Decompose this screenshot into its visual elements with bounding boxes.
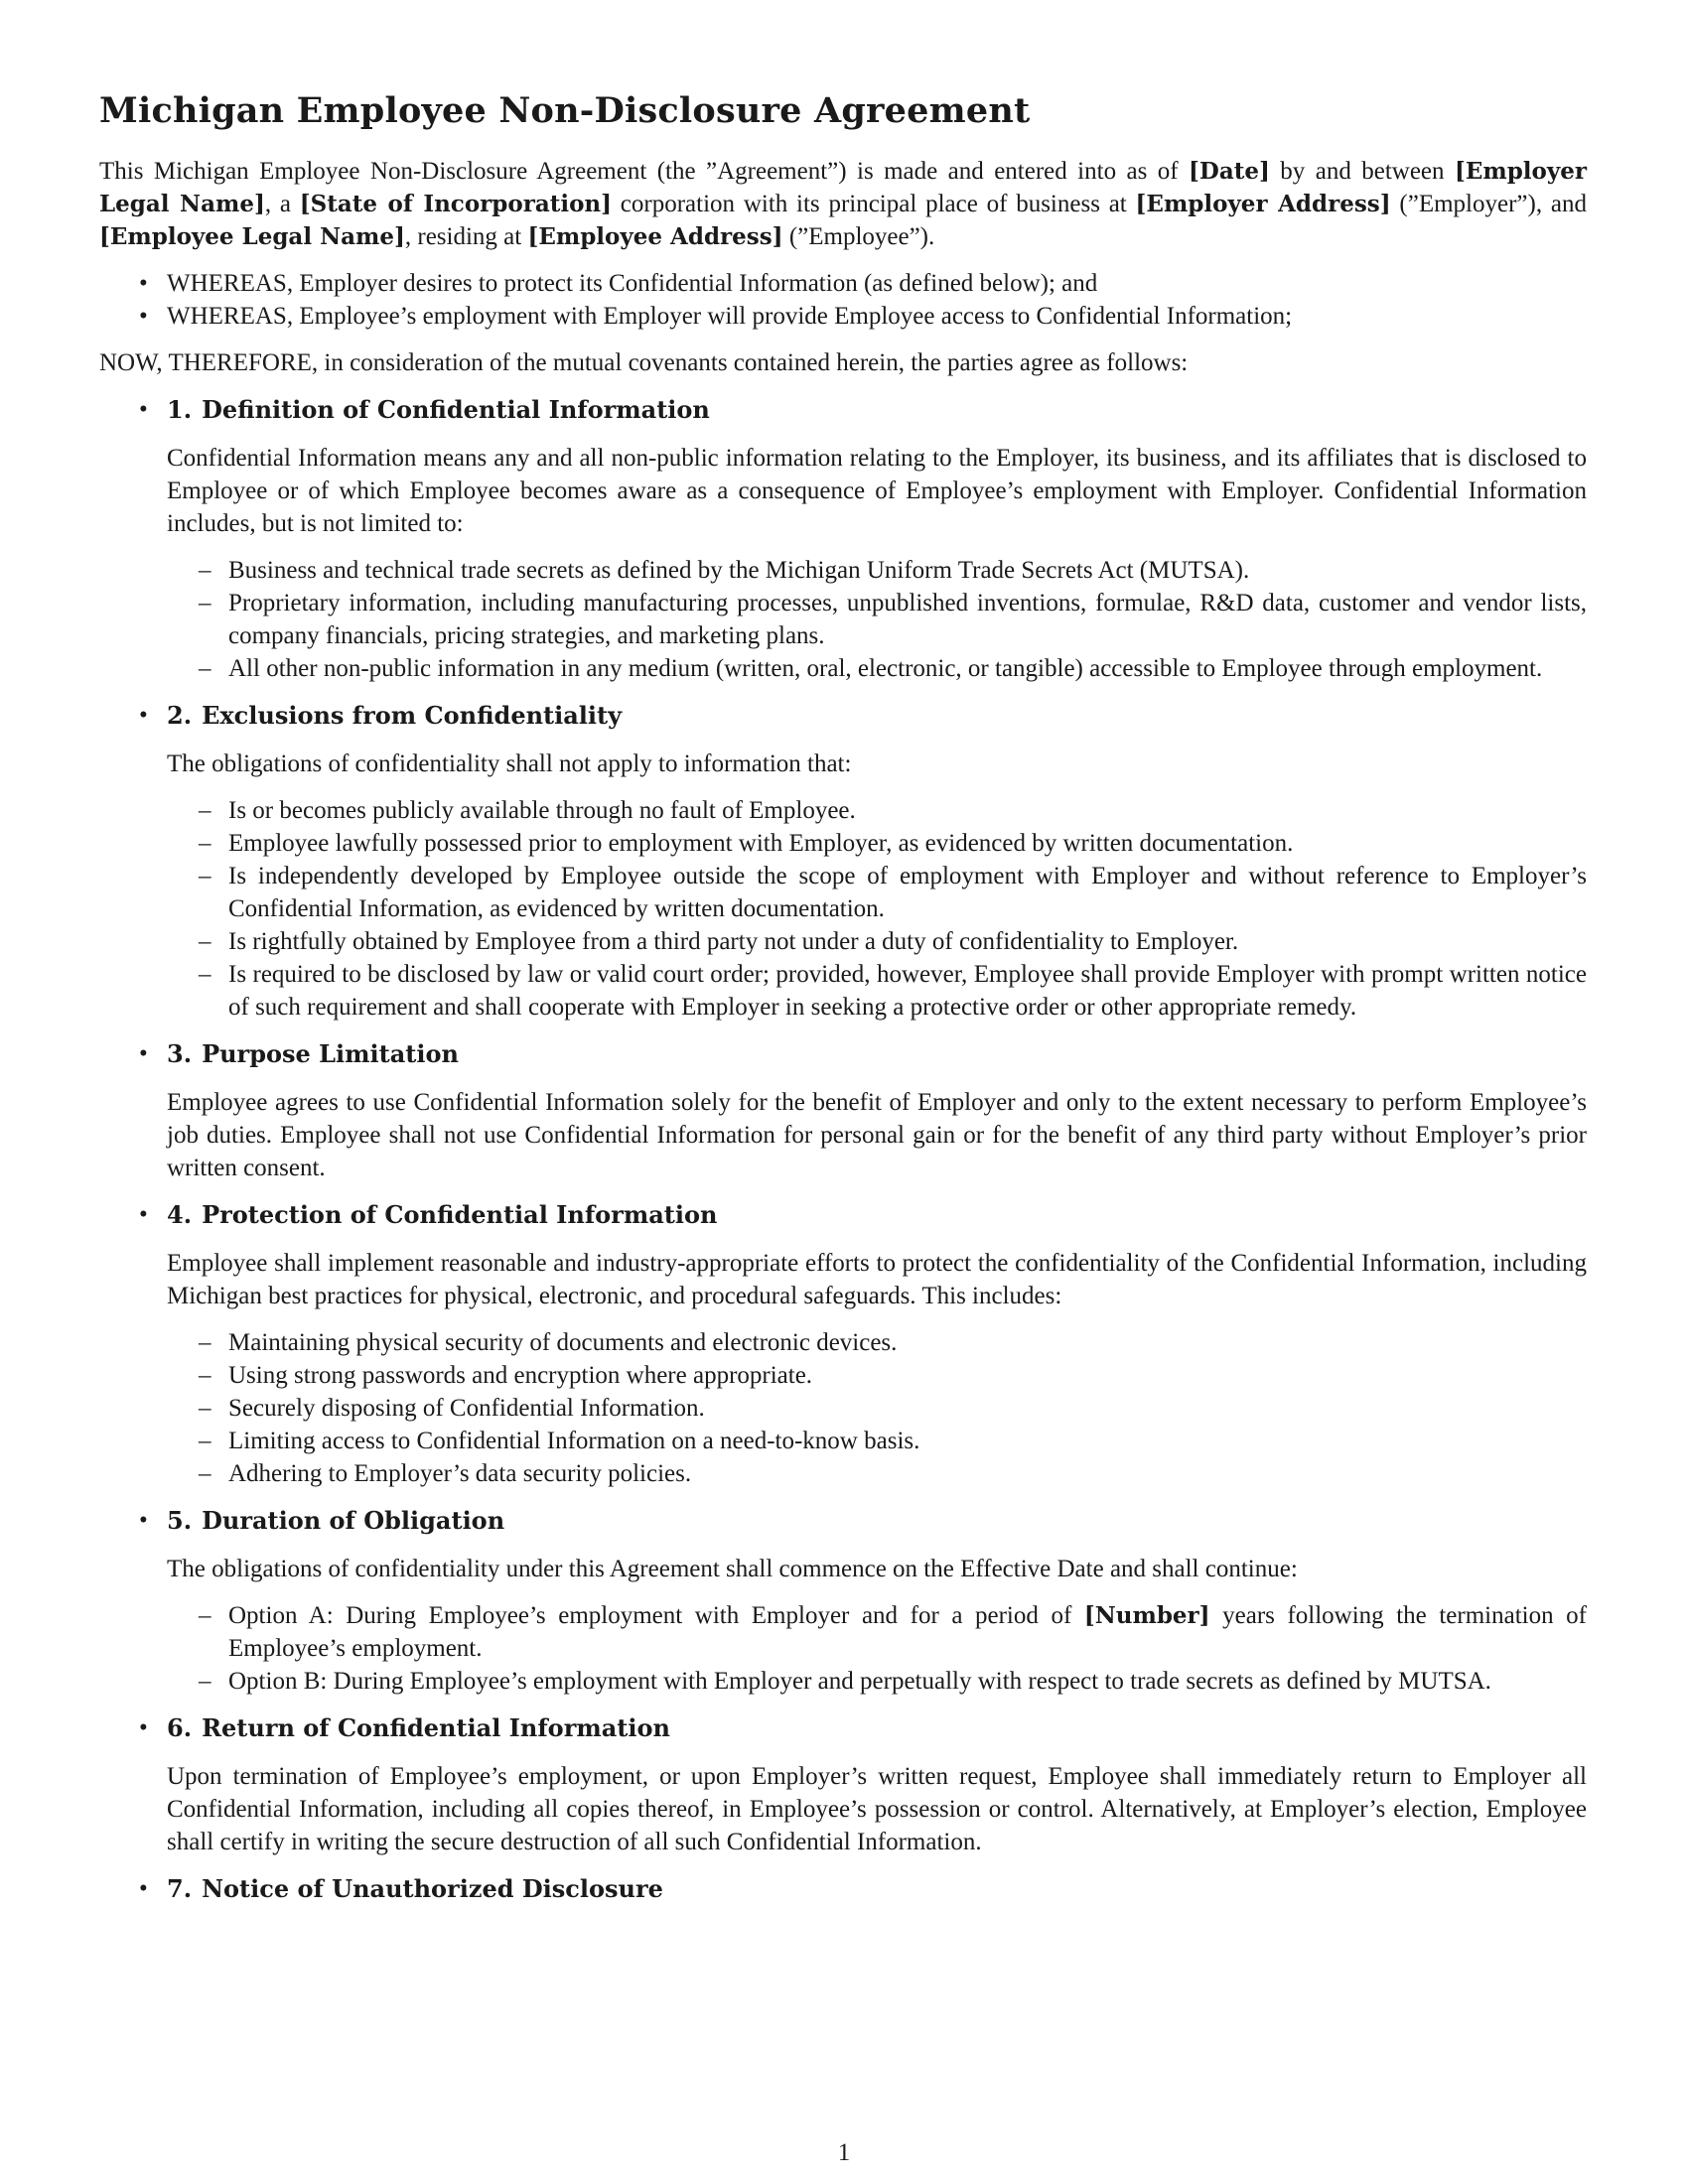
employer-name-placeholder: [Employer Legal Name]	[99, 158, 1587, 217]
intro-text: This Michigan Employee Non-Disclosure Agreement (the ”Agreement”) is made and entered into as of	[99, 158, 1189, 185]
option-a-text: Option A: During Employee’s employment with Employer and for a period of	[228, 1602, 1084, 1629]
list-item: – Is independently developed by Employee outside the scope of employment with Employer and without reference to Employer’s Confidential Information, as evidenced by written documentation.	[228, 860, 1587, 925]
list-item: – Is required to be disclosed by law or valid court order; provided, however, Employee shall provide Employer with prompt written notice of such requirement and shall cooperate with Employer in seeking a protective order or other appropriate remedy.	[228, 958, 1587, 1024]
list-item: – Proprietary information, including manufacturing processes, unpublished inventions, formulae, R&D data, customer and vendor lists, company financials, pricing strategies, and marketing plans.	[228, 587, 1587, 652]
section-number: 5.	[167, 1506, 193, 1535]
section-7	[167, 1872, 1587, 1905]
section-3	[167, 1037, 1587, 1184]
list-item: – Is or becomes publicly available through no fault of Employee.	[228, 794, 1587, 827]
section-heading	[167, 393, 1587, 426]
sections-list	[99, 393, 1587, 1905]
section-body: Employee shall implement reasonable and industry-appropriate efforts to protect the confidentiality of the Confidential Information, including Michigan best practices for physical, electronic, and procedural safeguards. This includes:	[167, 1250, 1587, 1309]
state-placeholder: [State of Incorporation]	[299, 191, 613, 217]
section-body: Upon termination of Employee’s employment, or upon Employer’s written request, Employee shall immediately return to Employer all Confidential Information, including all copies thereof, in Employee’s possession or control. Alternatively, at Employer’s election, Employee shall certify in writing the secure destruction of all such Confidential Information.	[167, 1763, 1587, 1855]
section-number: 4.	[167, 1200, 193, 1229]
list-item: – Employee lawfully possessed prior to employment with Employer, as evidenced by written documentation.	[228, 827, 1587, 860]
intro-text: by and between	[1269, 158, 1455, 185]
section-number: 7.	[167, 1874, 193, 1903]
document-page	[99, 87, 1587, 1921]
section-number: 2.	[167, 701, 193, 730]
section-heading	[167, 1504, 1587, 1537]
date-placeholder: [Date]	[1189, 158, 1270, 185]
section-heading	[167, 1037, 1587, 1070]
whereas-list	[99, 267, 1587, 333]
section-2	[167, 699, 1587, 1024]
list-item: – Maintaining physical security of documents and electronic devices.	[228, 1326, 1587, 1359]
section-title: Protection of Confidential Information	[202, 1200, 718, 1229]
option-a-item	[228, 1599, 1587, 1665]
employee-name-placeholder: [Employee Legal Name]	[99, 223, 405, 250]
section-title: Notice of Unauthorized Disclosure	[202, 1874, 663, 1903]
employer-address-placeholder: [Employer Address]	[1135, 191, 1391, 217]
section-body: The obligations of confidentiality under this Agreement shall commence on the Effective Date and shall continue:	[167, 1556, 1298, 1582]
now-therefore-paragraph: NOW, THEREFORE, in consideration of the mutual covenants contained herein, the parties agree as follows:	[99, 349, 1189, 376]
section-heading	[167, 1872, 1587, 1905]
list-item: – Business and technical trade secrets as defined by the Michigan Uniform Trade Secrets Act (MUTSA).	[228, 554, 1587, 587]
list-item: – Limiting access to Confidential Information on a need-to-know basis.	[228, 1425, 1587, 1457]
section-title: Return of Confidential Information	[202, 1713, 670, 1742]
sub-list	[167, 1326, 1587, 1490]
section-title: Duration of Obligation	[202, 1506, 505, 1535]
intro-text: (”Employee”).	[782, 223, 935, 250]
section-body: Confidential Information means any and all non-public information relating to the Employer, its business, and its affiliates that is disclosed to Employee or of which Employee becomes aware as a consequence of Employee’s employment with Employer. Confidential Information includes, but is not limited to:	[167, 445, 1587, 537]
intro-text: corporation with its principal place of business at	[612, 191, 1136, 217]
sub-list	[167, 794, 1587, 1024]
list-item: – Is rightfully obtained by Employee from a third party not under a duty of confidentiality to Employer.	[228, 925, 1587, 958]
section-number: 1.	[167, 395, 193, 424]
section-1	[167, 393, 1587, 685]
list-item: – Adhering to Employer’s data security policies.	[228, 1457, 1587, 1490]
page-number: 1	[837, 2139, 851, 2166]
list-item: – Securely disposing of Confidential Information.	[228, 1392, 1587, 1425]
intro-paragraph	[99, 155, 1587, 253]
sub-list	[167, 1599, 1587, 1698]
list-item: – Using strong passwords and encryption where appropriate.	[228, 1359, 1587, 1392]
section-body: The obligations of confidentiality shall not apply to information that:	[167, 751, 852, 777]
intro-text: , a	[264, 191, 300, 217]
option-a-text: years following the termination of Employee’s employment.	[228, 1602, 1587, 1662]
whereas-item: • WHEREAS, Employer desires to protect its Confidential Information (as defined below); and	[167, 267, 1587, 300]
section-4	[167, 1198, 1587, 1490]
sub-list	[167, 554, 1587, 685]
section-6	[167, 1711, 1587, 1858]
section-title: Definition of Confidential Information	[202, 395, 710, 424]
section-heading	[167, 699, 1587, 732]
document-title: Michigan Employee Non-Disclosure Agreement	[99, 90, 1031, 131]
list-item: – All other non-public information in any medium (written, oral, electronic, or tangible) accessible to Employee through employment.	[228, 652, 1587, 685]
section-5	[167, 1504, 1587, 1698]
intro-text: (”Employer”), and	[1390, 191, 1587, 217]
section-number: 3.	[167, 1039, 193, 1068]
section-title: Exclusions from Confidentiality	[202, 701, 623, 730]
intro-text: , residing at	[404, 223, 528, 250]
section-number: 6.	[167, 1713, 193, 1742]
employee-address-placeholder: [Employee Address]	[527, 223, 783, 250]
section-heading	[167, 1711, 1587, 1744]
whereas-item: • WHEREAS, Employee’s employment with Employer will provide Employee access to Confidential Information;	[167, 300, 1587, 333]
option-b-item: – Option B: During Employee’s employment with Employer and perpetually with respect to trade secrets as defined by MUTSA.	[228, 1665, 1587, 1698]
section-title: Purpose Limitation	[202, 1039, 459, 1068]
section-body: Employee agrees to use Confidential Information solely for the benefit of Employer and only to the extent necessary to perform Employee’s job duties. Employee shall not use Confidential Information for personal gain or for the benefit of any third party without Employer’s prior written consent.	[167, 1089, 1587, 1181]
number-placeholder: [Number]	[1083, 1602, 1210, 1629]
section-heading	[167, 1198, 1587, 1231]
